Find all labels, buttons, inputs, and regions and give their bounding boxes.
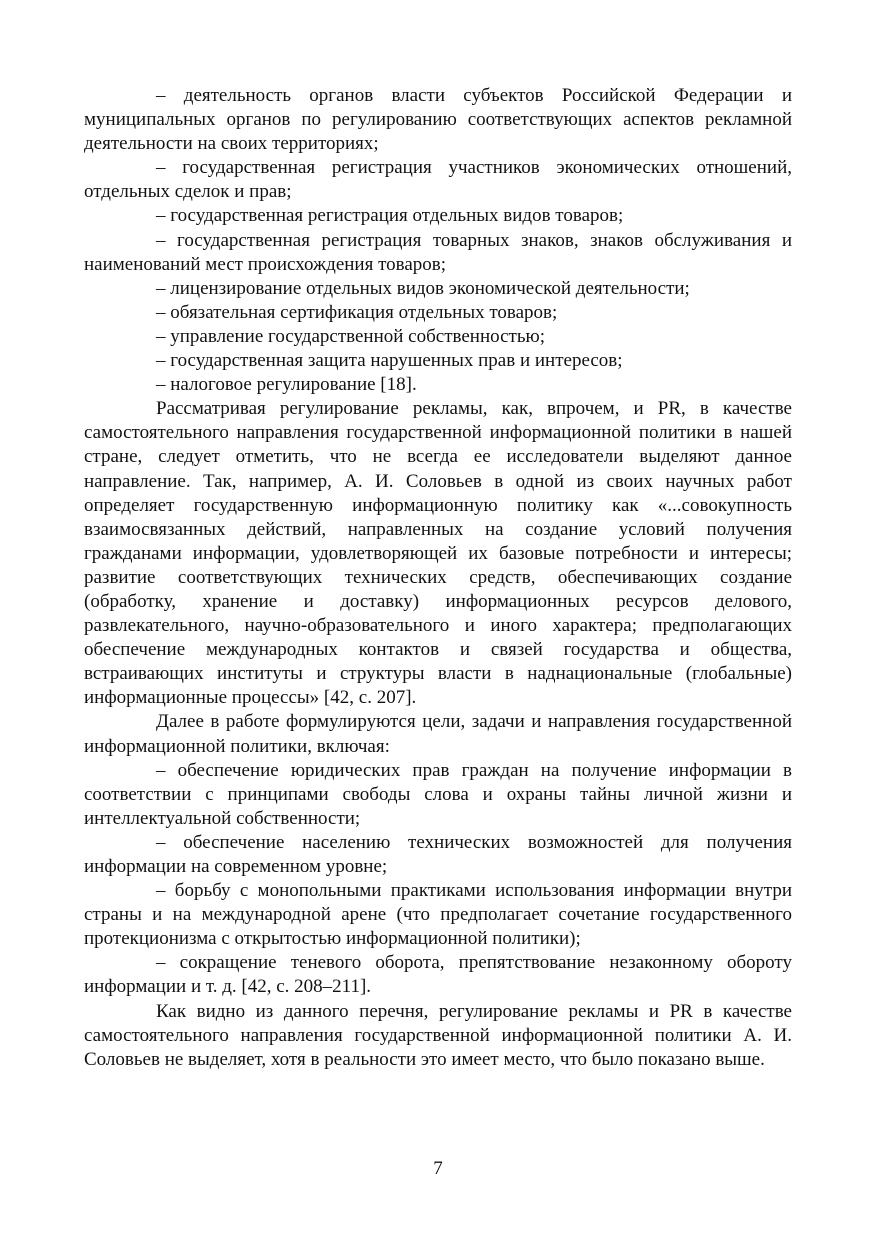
body-text <box>84 84 792 1072</box>
paragraph: – государственная регистрация товарных знаков, знаков обслуживания и наименований мест происхождения товаров; <box>84 229 792 275</box>
paragraph: – лицензирование отдельных видов экономической деятельности; <box>156 277 690 299</box>
page-number: 7 <box>433 1158 443 1179</box>
paragraph: – государственная защита нарушенных прав и интересов; <box>156 350 623 372</box>
paragraph: – налоговое регулирование [18]. <box>156 374 417 396</box>
paragraph: – борьбу с монопольными практиками использования информации внутри страны и на международной арене (что предполагает сочетание государственного протекционизма с открытостью информационной политики); <box>84 880 792 950</box>
paragraph: – деятельность органов власти субъектов Российской Федерации и муниципальных органов по регулированию соответствующих аспектов рекламной деятельности на своих территориях; <box>84 85 792 155</box>
paragraph: Рассматривая регулирование рекламы, как, впрочем, и PR, в качестве самостоятельного направления государственной информационной политики в нашей стране, следует отметить, что не всегда ее исследователи выделяют данное направление. Так, например, А. И. Соловьев в одной из своих научных работ определяет государственную информационную политику как «...совокупность взаимосвязанных действий, направленных на создание условий получения гражданами информации, удовлетворяющей их базовые потребности и интересы; развитие соответствующих технических средств, обеспечивающих создание (обработку, хранение и доставку) информационных ресурсов делового, развлекательного, научно-образовательного и иного характера; предполагающих обеспечение международных контактов и связей государства и общества, встраивающих институты и структуры власти в наднациональные (глобальные) информационные процессы» [42, с. 207]. <box>84 398 792 709</box>
paragraph: – обеспечение населению технических возможностей для получения информации на современном уровне; <box>84 831 792 877</box>
paragraph: – сокращение теневого оборота, препятствование незаконному обороту информации и т. д. [42, с. 208–211]. <box>84 952 792 998</box>
paragraph: – государственная регистрация отдельных видов товаров; <box>156 205 624 227</box>
paragraph: Далее в работе формулируются цели, задачи и направления государственной информационной политики, включая: <box>84 711 792 757</box>
paragraph: – обязательная сертификация отдельных товаров; <box>156 301 558 323</box>
paragraph: Как видно из данного перечня, регулирование рекламы и PR в качестве самостоятельного направления государственной информационной политики А. И. Соловьев не выделяет, хотя в реальности это имеет место, что было показано выше. <box>84 1000 792 1070</box>
paragraph: – управление государственной собственностью; <box>156 325 545 347</box>
paragraph: – обеспечение юридических прав граждан на получение информации в соответствии с принципами свободы слова и охраны тайны личной жизни и интеллектуальной собственности; <box>84 759 792 829</box>
paragraph: – государственная регистрация участников экономических отношений, отдельных сделок и прав; <box>84 157 792 203</box>
